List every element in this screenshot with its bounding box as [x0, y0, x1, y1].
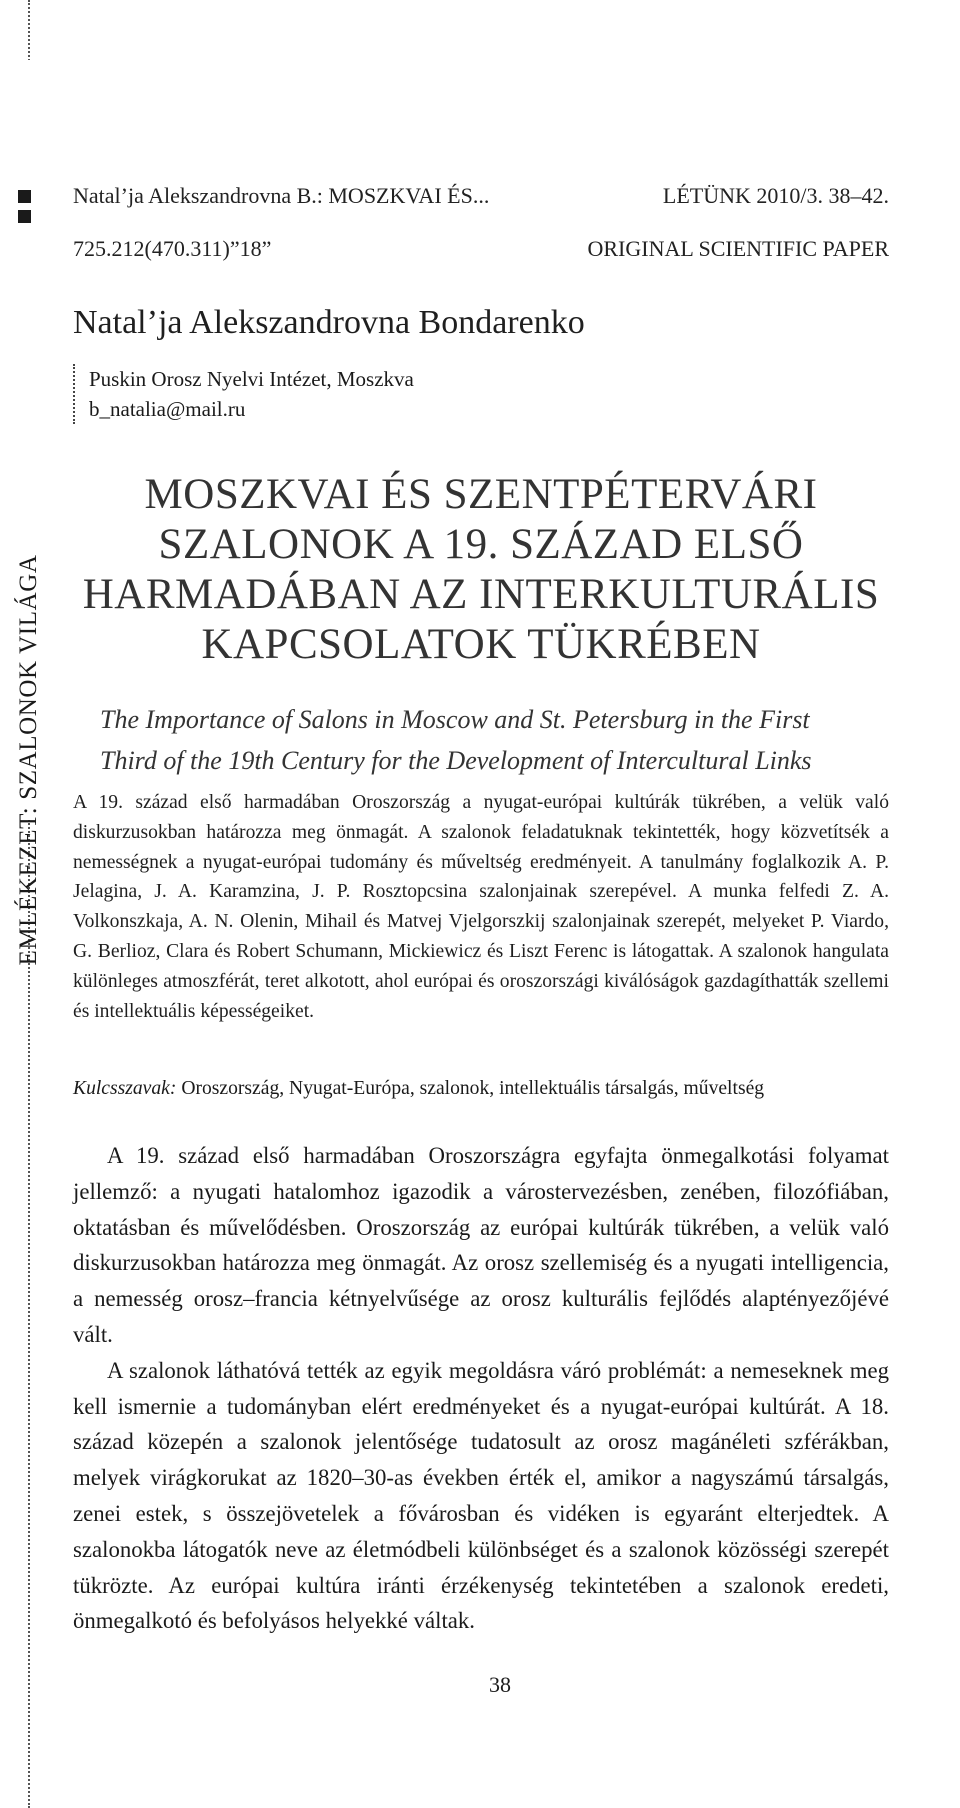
keywords-text: Oroszország, Nyugat-Európa, szalonok, intellektuális társalgás, műveltség	[181, 1078, 765, 1099]
side-square-bullet	[18, 190, 31, 203]
keywords-label: Kulcsszavak:	[73, 1078, 177, 1099]
body-paragraph: A 19. század első harmadában Oroszországra egyfajta önmegalkotási folyamat jellemző: a nyugati hatalomhoz igazodik a várostervezésben, zenében, filozófiában, oktatásban és művelődésben. Oroszország az európai kultúrák tükrében, a velük való diskurzusokban határozza meg önmagát. Az orosz szellemiség és a nyugati intelligencia, a nemesség orosz–francia kétnyelvűsége az orosz kulturális fejlődés alaptényezőjévé vált.	[73, 1143, 889, 1347]
affiliation-block	[73, 364, 414, 424]
section-running-title: EMLÉKEZET: SZALONOK VILÁGA	[15, 554, 42, 966]
body-text	[73, 1138, 889, 1639]
article-title: MOSZKVAI ÉS SZENTPÉTERVÁRI SZALONOK A 19. SZÁZAD ELSŐ HARMADÁBAN AZ INTERKULTURÁLIS KAPCSOLATOK TÜKRÉBEN	[82, 471, 880, 668]
running-header-right: LÉTÜNK 2010/3. 38–42.	[662, 183, 889, 208]
author-email: b_natalia@mail.ru	[89, 397, 246, 421]
udc-code: 725.212(470.311)”18”	[73, 236, 272, 261]
classification-line	[73, 236, 889, 262]
side-square-bullet	[18, 210, 31, 223]
body-paragraph: A szalonok láthatóvá tették az egyik megoldásra váró problémát: a nemeseknek meg kell ismernie a tudományban elért eredményeket és a nyugat-európai kultúrát. A 18. század közepén a szalonok jelentősége tudatosult az orosz magánéleti szférákban, melyek virágkorukat az 1820–30-as években érték el, amikor a nagyszámú társalgás, zenei estek, s összejövetelek a fővárosban és vidéken is egyaránt elterjedtek. A szalonokba látogatók neve az életmódbeli különbséget és a szalonok közösségi szerepét tükrözte. Az európai kultúra iránti érzékenység tekintetében a szalonok eredeti, önmegalkotó és befolyásos helyekké váltak.	[73, 1357, 889, 1634]
keywords-line	[73, 1074, 923, 1104]
abstract: A 19. század első harmadában Oroszország a nyugat-európai kultúrák tükrében, a velük való diskurzusokban határozza meg önmagát. A szalonok feladatuknak tekintették, hogy közvetítsék a nemességnek a nyugat-európai tudomány és műveltség eredményeit. A tanulmány foglalkozik A. P. Jelagina, J. A. Karamzina, J. P. Rosztopcsina szalonjainak szerepével. A munka felfedi Z. A. Volkonszkaja, A. N. Olenin, Mihail és Matvej Vjelgorszkij szalonjainak szerepét, melyeket P. Viardo, G. Berlioz, Clara és Robert Schumann, Mickiewicz és Liszt Ferenc is látogattak. A szalonok hangulata különleges atmoszférát, teret alkotott, ahol európai és oroszországi kiválóságok gazdagíthatták szellemi és intellektuális képességeiket.	[73, 792, 889, 1022]
author-affiliation: Puskin Orosz Nyelvi Intézet, Moszkva	[89, 367, 414, 391]
paper-type: ORIGINAL SCIENTIFIC PAPER	[587, 236, 889, 261]
author-name: Natal’ja Alekszandrovna Bondarenko	[73, 304, 585, 341]
running-header-left: Natal’ja Alekszandrovna B.: MOSZKVAI ÉS...	[73, 183, 490, 208]
page-number: 38	[489, 1672, 511, 1697]
english-title: The Importance of Salons in Moscow and St. Petersburg in the First Third of the 19th Century for the Development of Intercultural Links	[100, 705, 812, 775]
running-header	[73, 183, 889, 209]
